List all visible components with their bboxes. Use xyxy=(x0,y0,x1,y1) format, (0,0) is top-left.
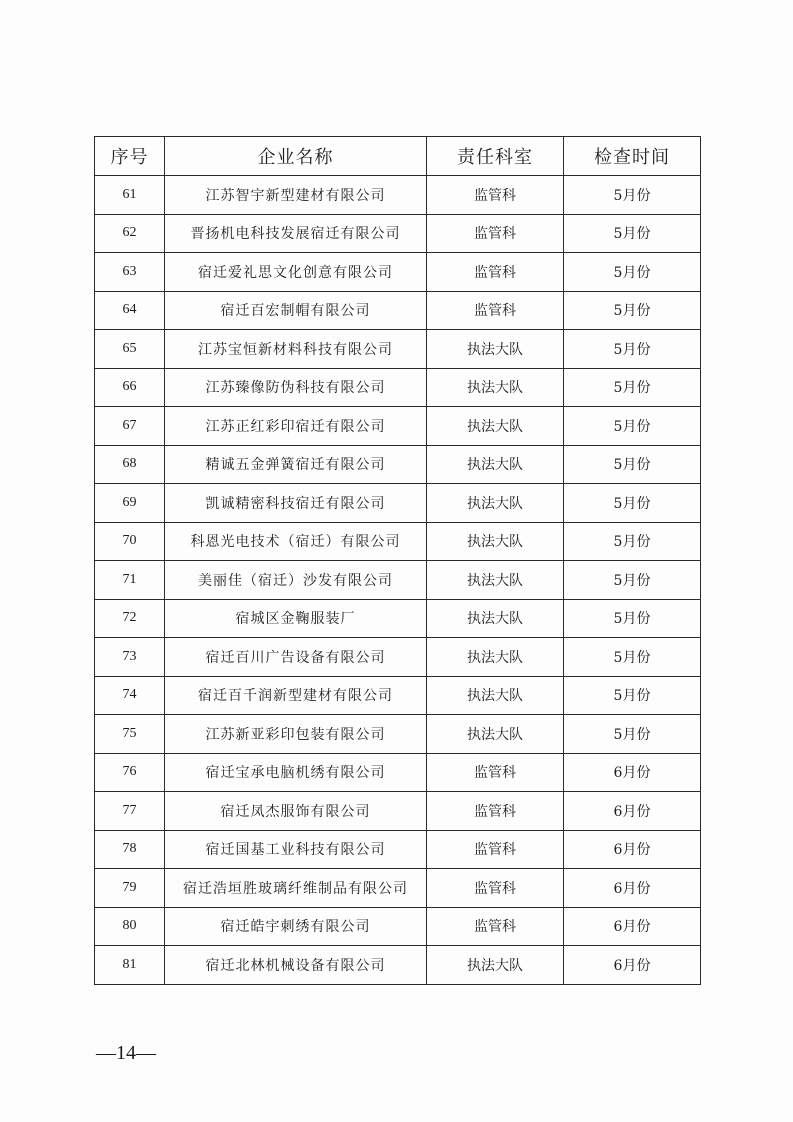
cell-enterprise-name: 宿迁浩垣胜玻璃纤维制品有限公司 xyxy=(165,869,427,908)
table-row xyxy=(95,869,701,908)
cell-inspection-time: 5月份 xyxy=(564,176,701,215)
cell-enterprise-name: 凯诚精密科技宿迁有限公司 xyxy=(165,484,427,523)
cell-enterprise-name: 宿迁爱礼思文化创意有限公司 xyxy=(165,253,427,292)
cell-responsible-department: 监管科 xyxy=(427,176,564,215)
cell-enterprise-name: 宿迁百川广告设备有限公司 xyxy=(165,638,427,677)
cell-serial-number: 81 xyxy=(95,946,165,985)
cell-responsible-department: 执法大队 xyxy=(427,676,564,715)
table-row xyxy=(95,830,701,869)
cell-enterprise-name: 江苏宝恒新材料科技有限公司 xyxy=(165,330,427,369)
enterprise-inspection-table xyxy=(94,136,701,985)
cell-responsible-department: 执法大队 xyxy=(427,484,564,523)
cell-enterprise-name: 宿迁百千润新型建材有限公司 xyxy=(165,676,427,715)
cell-serial-number: 70 xyxy=(95,522,165,561)
cell-inspection-time: 5月份 xyxy=(564,291,701,330)
table-row xyxy=(95,792,701,831)
cell-serial-number: 68 xyxy=(95,445,165,484)
table-row xyxy=(95,561,701,600)
cell-inspection-time: 6月份 xyxy=(564,907,701,946)
cell-enterprise-name: 江苏智宇新型建材有限公司 xyxy=(165,176,427,215)
cell-inspection-time: 6月份 xyxy=(564,830,701,869)
table-row xyxy=(95,753,701,792)
cell-responsible-department: 监管科 xyxy=(427,869,564,908)
cell-serial-number: 65 xyxy=(95,330,165,369)
cell-serial-number: 69 xyxy=(95,484,165,523)
cell-responsible-department: 执法大队 xyxy=(427,445,564,484)
cell-serial-number: 76 xyxy=(95,753,165,792)
cell-serial-number: 64 xyxy=(95,291,165,330)
cell-responsible-department: 监管科 xyxy=(427,830,564,869)
cell-responsible-department: 监管科 xyxy=(427,907,564,946)
cell-serial-number: 74 xyxy=(95,676,165,715)
cell-inspection-time: 5月份 xyxy=(564,522,701,561)
cell-inspection-time: 5月份 xyxy=(564,638,701,677)
cell-inspection-time: 5月份 xyxy=(564,407,701,446)
cell-enterprise-name: 宿迁国基工业科技有限公司 xyxy=(165,830,427,869)
cell-serial-number: 62 xyxy=(95,214,165,253)
cell-serial-number: 80 xyxy=(95,907,165,946)
cell-enterprise-name: 江苏新亚彩印包装有限公司 xyxy=(165,715,427,754)
cell-enterprise-name: 科恩光电技术（宿迁）有限公司 xyxy=(165,522,427,561)
cell-enterprise-name: 宿迁北林机械设备有限公司 xyxy=(165,946,427,985)
cell-responsible-department: 执法大队 xyxy=(427,330,564,369)
table-row xyxy=(95,715,701,754)
cell-responsible-department: 执法大队 xyxy=(427,522,564,561)
cell-enterprise-name: 宿迁凤杰服饰有限公司 xyxy=(165,792,427,831)
cell-serial-number: 63 xyxy=(95,253,165,292)
cell-serial-number: 78 xyxy=(95,830,165,869)
cell-enterprise-name: 宿迁皓宇刺绣有限公司 xyxy=(165,907,427,946)
cell-enterprise-name: 美丽佳（宿迁）沙发有限公司 xyxy=(165,561,427,600)
cell-responsible-department: 执法大队 xyxy=(427,407,564,446)
cell-responsible-department: 监管科 xyxy=(427,214,564,253)
cell-inspection-time: 5月份 xyxy=(564,561,701,600)
header-inspection-time: 检查时间 xyxy=(564,137,701,176)
cell-inspection-time: 5月份 xyxy=(564,214,701,253)
table-row xyxy=(95,946,701,985)
cell-responsible-department: 监管科 xyxy=(427,753,564,792)
cell-serial-number: 72 xyxy=(95,599,165,638)
cell-inspection-time: 6月份 xyxy=(564,946,701,985)
cell-inspection-time: 5月份 xyxy=(564,715,701,754)
table-row xyxy=(95,599,701,638)
cell-responsible-department: 监管科 xyxy=(427,291,564,330)
cell-enterprise-name: 江苏正红彩印宿迁有限公司 xyxy=(165,407,427,446)
page-number: —14— xyxy=(96,1042,156,1064)
cell-responsible-department: 监管科 xyxy=(427,253,564,292)
cell-inspection-time: 5月份 xyxy=(564,330,701,369)
header-serial-number: 序号 xyxy=(95,137,165,176)
table-row xyxy=(95,445,701,484)
cell-enterprise-name: 宿迁宝承电脑机绣有限公司 xyxy=(165,753,427,792)
cell-inspection-time: 5月份 xyxy=(564,368,701,407)
table-row xyxy=(95,676,701,715)
cell-inspection-time: 6月份 xyxy=(564,753,701,792)
cell-inspection-time: 5月份 xyxy=(564,599,701,638)
header-enterprise-name: 企业名称 xyxy=(165,137,427,176)
cell-responsible-department: 监管科 xyxy=(427,792,564,831)
table-header-row xyxy=(95,137,701,176)
cell-serial-number: 71 xyxy=(95,561,165,600)
table-row xyxy=(95,291,701,330)
cell-enterprise-name: 宿迁百宏制帽有限公司 xyxy=(165,291,427,330)
table-row xyxy=(95,368,701,407)
cell-responsible-department: 执法大队 xyxy=(427,638,564,677)
cell-responsible-department: 执法大队 xyxy=(427,946,564,985)
table-row xyxy=(95,214,701,253)
cell-inspection-time: 5月份 xyxy=(564,676,701,715)
cell-responsible-department: 执法大队 xyxy=(427,561,564,600)
cell-serial-number: 67 xyxy=(95,407,165,446)
table-row xyxy=(95,330,701,369)
cell-serial-number: 79 xyxy=(95,869,165,908)
cell-serial-number: 66 xyxy=(95,368,165,407)
table-row xyxy=(95,407,701,446)
cell-responsible-department: 执法大队 xyxy=(427,599,564,638)
table-row xyxy=(95,484,701,523)
cell-inspection-time: 5月份 xyxy=(564,445,701,484)
cell-inspection-time: 6月份 xyxy=(564,792,701,831)
table-row xyxy=(95,253,701,292)
cell-responsible-department: 执法大队 xyxy=(427,715,564,754)
cell-serial-number: 77 xyxy=(95,792,165,831)
cell-serial-number: 73 xyxy=(95,638,165,677)
table-row xyxy=(95,522,701,561)
cell-serial-number: 75 xyxy=(95,715,165,754)
cell-serial-number: 61 xyxy=(95,176,165,215)
cell-responsible-department: 执法大队 xyxy=(427,368,564,407)
table-row xyxy=(95,638,701,677)
cell-enterprise-name: 精诚五金弹簧宿迁有限公司 xyxy=(165,445,427,484)
cell-enterprise-name: 江苏臻像防伪科技有限公司 xyxy=(165,368,427,407)
cell-enterprise-name: 晋扬机电科技发展宿迁有限公司 xyxy=(165,214,427,253)
table-body xyxy=(95,176,701,985)
cell-inspection-time: 6月份 xyxy=(564,869,701,908)
cell-inspection-time: 5月份 xyxy=(564,253,701,292)
table-row xyxy=(95,907,701,946)
cell-enterprise-name: 宿城区金鞠服装厂 xyxy=(165,599,427,638)
cell-inspection-time: 5月份 xyxy=(564,484,701,523)
header-responsible-department: 责任科室 xyxy=(427,137,564,176)
table-row xyxy=(95,176,701,215)
